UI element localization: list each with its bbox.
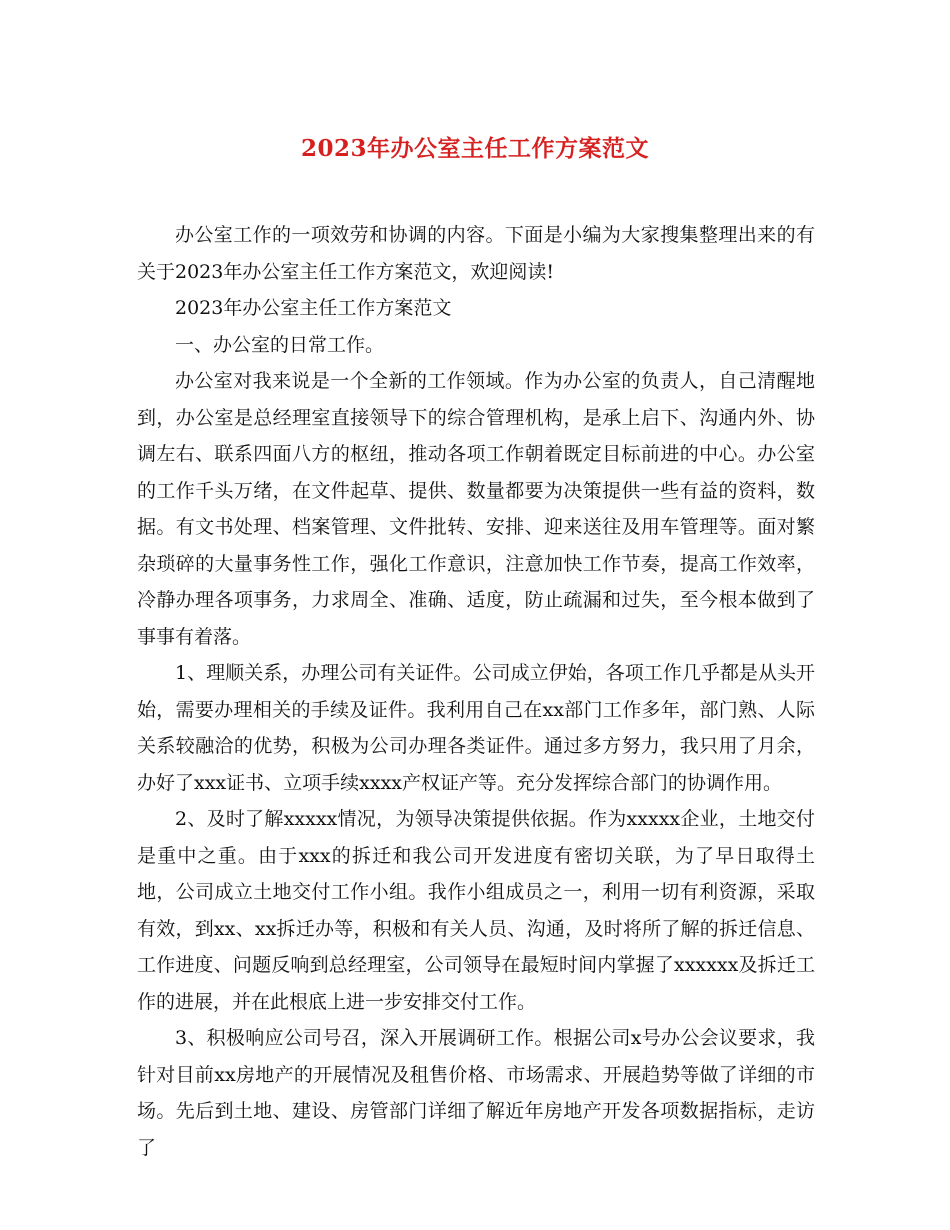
body-paragraph: 2、及时了解xxxxx情况，为领导决策提供依据。作为xxxxx企业，土地交付是重中之重。由于xxx的拆迁和我公司开发进度有密切关联，为了早日取得土地，公司成立土地交付工作小组。我作小组成员之一，利用一切有利资源，采取有效，到xx、xx拆迁办等，积极和有关人员、沟通，及时将所了解的拆迁信息、工作进度、问题反响到总经理室，公司领导在最短时间内掌握了xxxxxx及拆迁工作的进展，并在此根底上进一步安排交付工作。 (137, 808, 815, 1013)
section-heading: 一、办公室的日常工作。 (175, 333, 385, 356)
document-body (137, 217, 815, 1166)
subtitle-paragraph: 2023年办公室主任工作方案范文 (175, 297, 452, 319)
document-title: 2023年办公室主任工作方案范文 (300, 135, 649, 162)
body-paragraph: 3、积极响应公司号召，深入开展调研工作。根据公司x号办公会议要求，我针对目前xx房地产的开展情况及租售价格、市场需求、开展趋势等做了详细的市场。先后到土地、建设、房管部门详细了解近年房地产开发各项数据指标，走访了 (137, 1027, 815, 1159)
intro-paragraph: 办公室工作的一项效劳和协调的内容。下面是小编为大家搜集整理出来的有关于2023年办公室主任工作方案范文，欢迎阅读! (137, 224, 815, 283)
body-paragraph: 1、理顺关系，办理公司有关证件。公司成立伊始，各项工作几乎都是从头开始，需要办理相关的手续及证件。我利用自己在xx部门工作多年，部门熟、人际关系较融洽的优势，积极为公司办理各类证件。通过多方努力，我只用了月余，办好了xxx证书、立项手续xxxx产权证产等。充分发挥综合部门的协调作用。 (137, 662, 815, 794)
body-paragraph: 办公室对我来说是一个全新的工作领域。作为办公室的负责人，自己清醒地到，办公室是总经理室直接领导下的综合管理机构，是承上启下、沟通内外、协调左右、联系四面八方的枢纽，推动各项工作朝着既定目标前进的中心。办公室的工作千头万绪，在文件起草、提供、数量都要为决策提供一些有益的资料，数据。有文书处理、档案管理、文件批转、安排、迎来送往及用车管理等。面对繁杂琐碎的大量事务性工作，强化工作意识，注意加快工作节奏，提高工作效率，冷静办理各项事务，力求周全、准确、适度，防止疏漏和过失，至今根本做到了事事有着落。 (137, 370, 815, 648)
